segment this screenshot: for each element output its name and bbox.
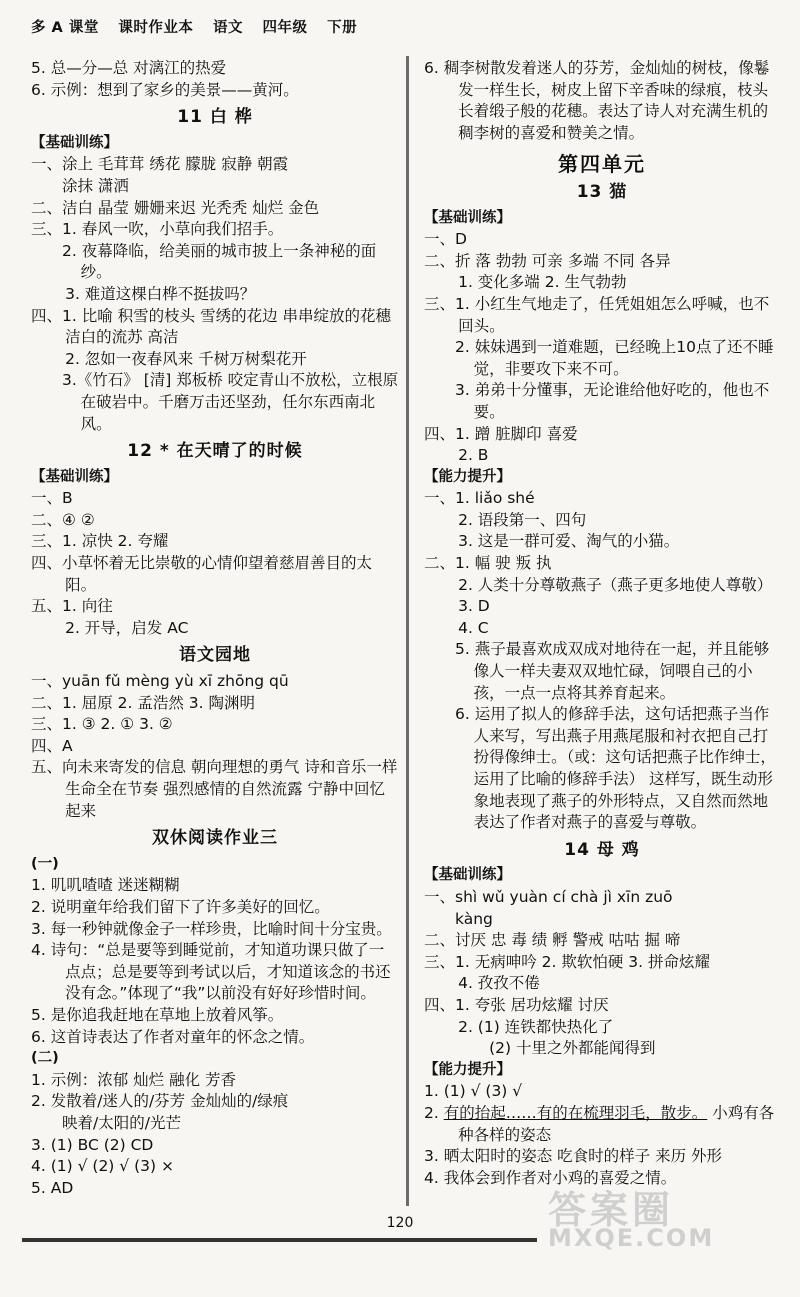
answer-line: 三、1. 小红生气地走了，任凭姐姐怎么呼喊，也不回头。 — [424, 294, 770, 335]
watermark-text: 答案圈 — [548, 1188, 675, 1232]
answer-line: 四、1. 比喻 积雪的枝头 雪绣的花边 串串绽放的花穗 洁白的流苏 高洁 — [31, 306, 391, 347]
answer-line: 2. 人类十分尊敬燕子（燕子更多地使人尊敬） — [458, 575, 773, 594]
answer-line: 2. 语段第一、四句 — [458, 510, 587, 529]
answer-line: 4. 孜孜不倦 — [458, 974, 540, 993]
section-tag: 【基础训练】 — [31, 134, 118, 151]
answer-line: 1. 叽叽喳喳 迷迷糊糊 — [31, 876, 180, 895]
answer-line: 五、向未来寄发的信息 朝向理想的勇气 诗和音乐一样 生命全在节奏 强烈感情的自然流露 宁静中回忆起来 — [31, 758, 398, 820]
answer-line: 一、yuān fǔ mèng yù xī zhōng qū — [31, 672, 289, 691]
answer-line: 3. D — [458, 597, 490, 616]
answer-line: 三、1. 春风一吹，小草向我们招手。 — [31, 220, 284, 239]
answer-line: 2. 夜幕降临，给美丽的城市披上一条神秘的面纱。 — [62, 241, 377, 282]
answer-line: 6. 这首诗表达了作者对童年的怀念之情。 — [31, 1027, 315, 1046]
section-tag: 【基础训练】 — [31, 468, 118, 485]
section-tag: 【能力提升】 — [424, 1061, 511, 1078]
answer-line: 4. 我体会到作者对小鸡的喜爱之情。 — [424, 1168, 677, 1187]
answer-line: 4. (1) √ (2) √ (3) × — [31, 1157, 174, 1176]
answer-line: 4. C — [458, 618, 489, 637]
answer-line: 映着/太阳的/光芒 — [62, 1113, 181, 1132]
answer-line: 二、洁白 晶莹 姗姗来迟 光秃秃 灿烂 金色 — [31, 198, 320, 217]
lesson-14-title: 14 母 鸡 — [564, 839, 640, 860]
part-label: (一) — [31, 855, 59, 872]
answer-text: 小鸡有各种各样的姿态 — [458, 1103, 775, 1144]
lesson-11-title: 11 白 桦 — [177, 107, 253, 128]
bottom-rule — [22, 1238, 537, 1242]
part-label: (二) — [31, 1050, 59, 1067]
answer-line: 3.《竹石》 [清] 郑板桥 咬定青山不放松，立根原在破岩中。千磨万击还坚劲，任尔东西南北风。 — [62, 371, 399, 433]
answer-line: 二、1. 幅 驶 叛 执 — [424, 554, 552, 573]
lesson-12-title: 12 * 在天晴了的时候 — [127, 441, 303, 462]
answer-line: 2. 忽如一夜春风来 千树万树梨花开 — [65, 349, 307, 368]
page-header — [31, 18, 371, 40]
answer-line: 四、A — [31, 736, 73, 755]
answer-line: 一、1. liǎo shé — [424, 489, 535, 508]
lesson-13-title: 13 猫 — [576, 181, 628, 202]
answer-line: 四、1. 蹭 脏脚印 喜爱 — [424, 424, 578, 443]
answer-line: 3. (1) BC (2) CD — [31, 1135, 154, 1154]
answer-line: 一、B — [31, 489, 73, 508]
answer-line: 3. 弟弟十分懂事，无论谁给他好吃的，他也不要。 — [455, 381, 770, 421]
section-tag: 【基础训练】 — [424, 867, 511, 884]
answer-line — [424, 1103, 780, 1146]
answer-line: 2. B — [458, 446, 489, 465]
answer-line: kàng — [455, 909, 493, 928]
page-number: 120 — [386, 1215, 414, 1231]
answer-line: 二、讨厌 忠 毒 绩 孵 警戒 咕咕 掘 啼 — [424, 931, 681, 950]
header-book: 课时作业本 — [118, 20, 194, 36]
answer-line: 一、涂上 毛茸茸 绣花 朦胧 寂静 朝霞 — [31, 155, 289, 174]
answer-line: 5. 是你追我赶地在草地上放着风筝。 — [31, 1005, 284, 1024]
answer-line: 6. 示例：想到了家乡的美景——黄河。 — [31, 80, 299, 99]
answer-line: 3. 每一秒钟就像金子一样珍贵，比喻时间十分宝贵。 — [31, 919, 392, 938]
answer-line: 2. 开导，启发 AC — [65, 618, 189, 637]
answer-line: 三、1. ③ 2. ① 3. ② — [31, 715, 173, 734]
header-subject: 语文 — [212, 20, 243, 36]
column-divider — [406, 56, 409, 1206]
answer-line: 5. 总—分—总 对漓江的热爱 — [31, 59, 227, 77]
answer-line: (2) 十里之外都能闻得到 — [489, 1039, 656, 1058]
answer-line: 1. (1) √ (3) √ — [424, 1082, 523, 1101]
answer-line: 二、④ ② — [31, 510, 95, 529]
answer-line: 1. 变化多端 2. 生气勃勃 — [458, 273, 627, 292]
header-series: 多 A 课堂 — [31, 20, 99, 36]
underlined-answer: 有的抬起……有的在梳理羽毛，散步。 — [443, 1103, 708, 1122]
answer-line: 3. 难道这棵白桦不挺拔吗？ — [65, 284, 256, 303]
section-tag: 【能力提升】 — [424, 468, 511, 485]
unit-title: 第四单元 — [558, 152, 646, 177]
answer-line: 2. 发散着/迷人的/芬芳 金灿灿的/绿痕 — [31, 1092, 289, 1111]
answer-line: 涂抹 潇洒 — [62, 176, 129, 195]
right-column — [424, 58, 780, 1189]
answer-line: 3. 这是一群可爱、淘气的小猫。 — [458, 532, 680, 551]
answer-line: 四、小草怀着无比崇敬的心情仰望着慈眉善目的太阳。 — [31, 554, 373, 594]
section-tag: 【基础训练】 — [424, 209, 511, 226]
answer-line: 一、D — [424, 230, 467, 249]
answer-line: 5. AD — [31, 1178, 74, 1197]
answer-line: 5. 燕子最喜欢成双成对地待在一起，并且能够像人一样夫妻双双地忙碌，饲喂自己的小孩，一点一点将其养育起来。 — [455, 640, 770, 702]
answer-line: 4. 诗句：“总是要等到睡觉前，才知道功课只做了一点点；总是要等到考试以后，才知道该念的书还没有念。”体现了“我”以前没有好好珍惜时间。 — [31, 941, 391, 1003]
answer-line: 2. 妹妹遇到一道难题，已经晚上10点了还不睡觉，非要攻下来不可。 — [455, 338, 774, 378]
answer-line: 三、1. 凉快 2. 夸耀 — [31, 532, 169, 551]
answer-line: 2. 说明童年给我们留下了许多美好的回忆。 — [31, 897, 330, 916]
left-column — [31, 58, 399, 1199]
answer-line: 二、1. 屈原 2. 孟浩然 3. 陶渊明 — [31, 693, 256, 712]
garden-title: 语文园地 — [179, 645, 251, 666]
header-volume: 下册 — [327, 20, 358, 36]
answer-line: 6. 运用了拟人的修辞手法，这句话把燕子当作人来写，写出燕子用燕尾服和衬衣把自己打扮得像绅士。（或：这句话把燕子比作绅士，运用了比喻的修辞手法） 这样写，既生动形象地表现了燕子的外形特点，又自然而然地表达了作者对燕子的喜爱与尊敬。 — [455, 705, 776, 832]
answer-line: 二、折 落 勃勃 可亲 多端 不同 各异 — [424, 251, 671, 270]
answer-line: 五、1. 向往 — [31, 597, 113, 616]
answer-line: 6. 稠李树散发着迷人的芬芳，金灿灿的树枝，像鬈发一样生长，树皮上留下辛香味的绿痕，枝头长着缎子般的花穗。表达了诗人对充满生机的稠李树的喜爱和赞美之情。 — [424, 59, 770, 142]
watermark-logo — [548, 1188, 778, 1280]
watermark-url: MXQE.COM — [548, 1223, 715, 1252]
answer-line: 一、shì wǔ yuàn cí chà jì xīn zuō — [424, 887, 673, 906]
answer-line: 1. 示例：浓郁 灿烂 融化 芳香 — [31, 1070, 236, 1089]
answer-line: 3. 晒太阳时的姿态 吃食时的样子 来历 外形 — [424, 1147, 722, 1166]
answer-line: 四、1. 夸张 居功炫耀 讨厌 — [424, 995, 609, 1014]
weekend-title: 双休阅读作业三 — [152, 828, 278, 849]
item-number: 2. — [424, 1103, 439, 1122]
header-grade: 四年级 — [262, 20, 308, 36]
answer-line: 三、1. 无病呻吟 2. 欺软怕硬 3. 拼命炫耀 — [424, 952, 711, 971]
answer-line: 2. (1) 连铁都快热化了 — [458, 1017, 614, 1036]
